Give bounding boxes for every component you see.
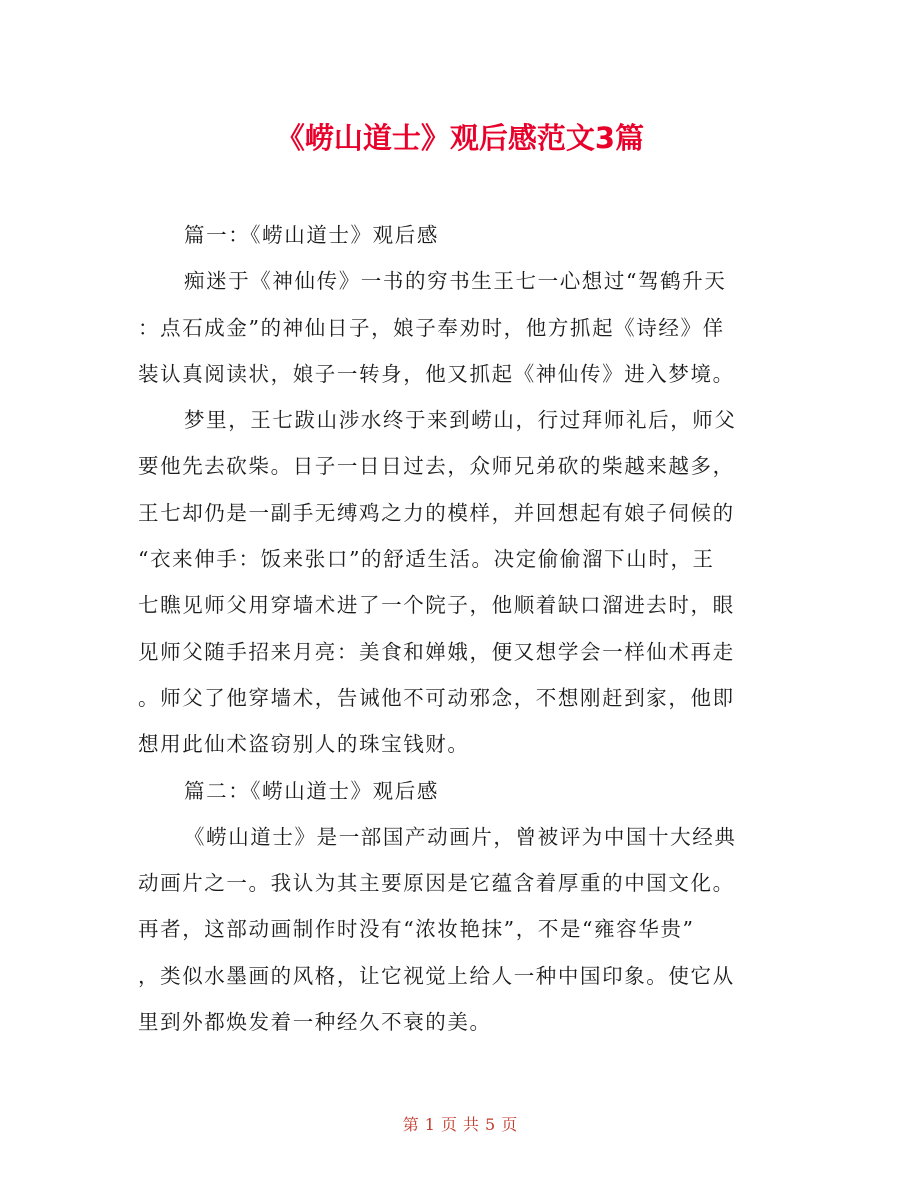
paragraph-line: 王七却仍是一副手无缚鸡之力的模样，并回想起有娘子伺候的 (138, 500, 735, 525)
paragraph-line: 想用此仙术盗窃别人的珠宝钱财。 (138, 732, 470, 757)
footer-total-pages: 5 (485, 1115, 496, 1134)
paragraph-line: ，类似水墨画的风格，让它视觉上给人一种中国印象。使它从 (138, 963, 735, 988)
page-footer (0, 1112, 920, 1138)
paragraph-line: 梦里，王七跋山涉水终于来到崂山，行过拜师礼后，师父 (184, 408, 737, 433)
paragraph-line: 七瞧见师父用穿墙术进了一个院子，他顺着缺口溜进去时，眼 (138, 593, 735, 618)
paragraph-line: ：点石成金”的神仙日子，娘子奉劝时，他方抓起《诗经》佯 (138, 315, 725, 340)
paragraph-line: 动画片之一。我认为其主要原因是它蕴含着厚重的中国文化。 (138, 871, 735, 896)
section-heading: 篇一：《崂山道士》观后感 (184, 223, 439, 247)
paragraph-line: 要他先去砍柴。日子一日日过去，众师兄弟砍的柴越来越多， (138, 454, 735, 479)
paragraph-line: “衣来伸手：饭来张口”的舒适生活。决定偷偷溜下山时，王 (138, 547, 715, 572)
document-body (138, 212, 786, 1045)
paragraph-line: 《崂山道士》是一部国产动画片，曾被评为中国十大经典 (184, 824, 737, 849)
paragraph-line: 痴迷于《神仙传》一书的穷书生王七一心想过“驾鹤升天 (184, 269, 727, 294)
paragraph-line: 。师父了他穿墙术，告诫他不可动邪念，不想刚赶到家，他即 (138, 685, 735, 710)
footer-page-number: 1 (424, 1115, 435, 1134)
footer-page-word: 页 (440, 1115, 457, 1134)
paragraph-line: 见师父随手招来月亮：美食和婵娥，便又想学会一样仙术再走 (138, 639, 735, 664)
footer-suffix: 页 (501, 1115, 518, 1134)
footer-prefix: 第 (402, 1115, 419, 1134)
paragraph-line: 再者，这部动画制作时没有“浓妆艳抹”，不是“雍容华贵” (138, 917, 695, 942)
paragraph-line: 装认真阅读状，娘子一转身，他又抓起《神仙传》进入梦境。 (138, 361, 735, 386)
document-title: 《崂山道士》观后感范文3篇 (275, 121, 645, 155)
section-heading: 篇二：《崂山道士》观后感 (184, 778, 439, 803)
paragraph-line: 里到外都焕发着一种经久不衰的美。 (138, 1010, 492, 1035)
footer-total-word: 共 (463, 1115, 480, 1134)
